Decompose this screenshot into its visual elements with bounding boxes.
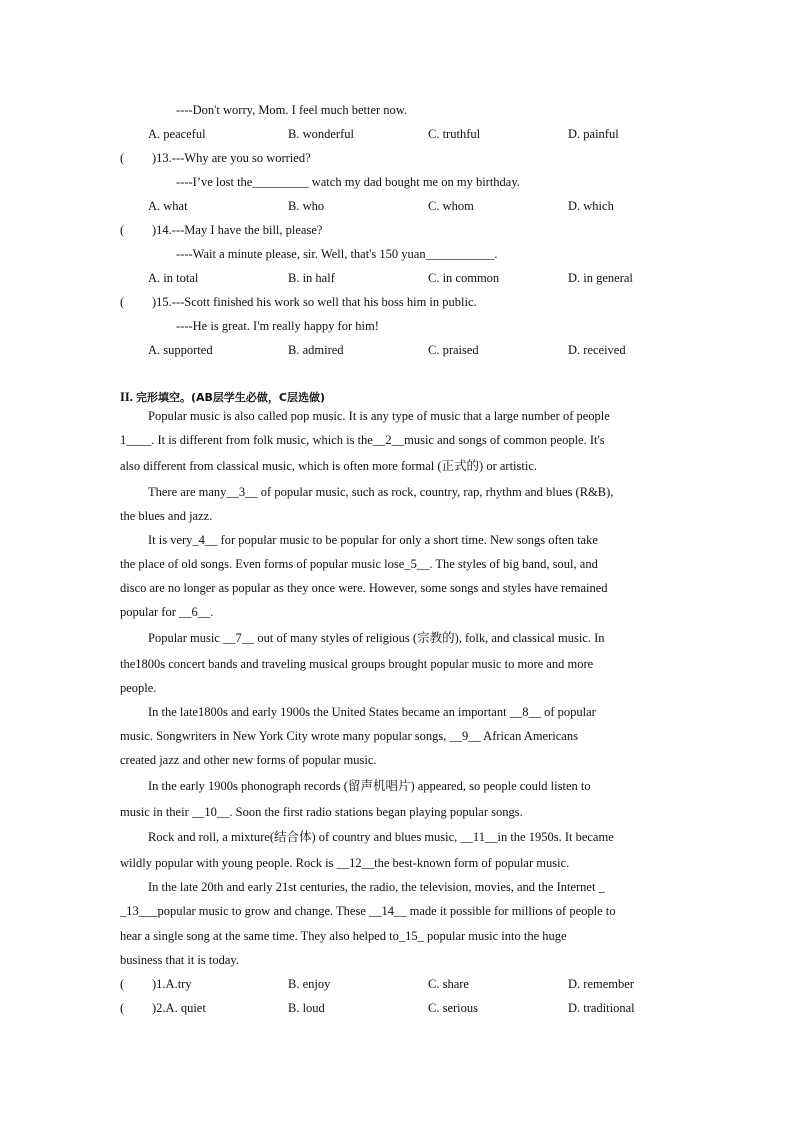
passage-line: the place of old songs. Even forms of popular music lose_5__. The styles of big band, soul, and (120, 557, 598, 571)
answer-paren: ( (120, 151, 125, 165)
q13-number: )13. (152, 151, 172, 165)
section-heading-zh: 完形填空。(AB层学生必做，C层选做) (135, 391, 326, 404)
answer-1-option-d: D. remember (568, 977, 634, 991)
answer-paren: ( (120, 295, 125, 309)
q15-question: ---Scott finished his work so well that his boss him in public. (171, 295, 477, 309)
q13-option-d: D. which (568, 199, 614, 213)
passage-line: In the late 20th and early 21st centuries, the radio, the television, movies, and the Internet _ (148, 880, 605, 894)
q14-number: )14. (152, 223, 172, 237)
answer-paren: ( (120, 977, 125, 991)
q13-prompt-line (120, 150, 311, 166)
passage-line: _13___popular music to grow and change. These __14__ made it possible for millions of people to (120, 904, 616, 918)
q13-reply-line: ----I’ve lost the_________ watch my dad bought me on my birthday. (176, 175, 520, 189)
answer-paren: ( (120, 223, 125, 237)
q14-option-c: C. in common (428, 271, 500, 285)
passage-line: In the early 1900s phonograph records (留声机唱片) appeared, so people could listen to (148, 779, 591, 793)
q14-option-d: D. in general (568, 271, 633, 285)
q13-question: ---Why are you so worried? (171, 151, 311, 165)
q15-option-d: D. received (568, 343, 626, 357)
passage-line: Rock and roll, a mixture(结合体) of country and blues music, __11__in the 1950s. It became (148, 830, 614, 844)
q14-question: ---May I have the bill, please? (171, 223, 323, 237)
q15-option-a: A. supported (148, 343, 213, 357)
answer-row-2 (120, 1000, 206, 1016)
q12-option-d: D. painful (568, 127, 619, 141)
answer-2-option-b: B. loud (288, 1001, 325, 1015)
answer-1-option-c: C. share (428, 977, 469, 991)
passage-line: also different from classical music, which is often more formal (正式的) or artistic. (120, 459, 538, 473)
q13-option-c: C. whom (428, 199, 474, 213)
q15-reply-line: ----He is great. I'm really happy for him! (176, 319, 379, 333)
answer-row-1 (120, 976, 192, 992)
q14-prompt-line (120, 222, 322, 238)
q12-reply-line: ----Don't worry, Mom. I feel much better now. (176, 103, 408, 117)
q12-option-a: A. peaceful (148, 127, 206, 141)
answer-1-number: )1. (152, 977, 166, 991)
q14-option-a: A. in total (148, 271, 199, 285)
passage-line: music in their __10__. Soon the first radio stations began playing popular songs. (120, 805, 523, 819)
passage-line: wildly popular with young people. Rock is __12__the best-known form of popular music. (120, 856, 570, 870)
passage-line: the1800s concert bands and traveling musical groups brought popular music to more and more (120, 657, 594, 671)
passage-line: the blues and jazz. (120, 509, 213, 523)
section-heading (120, 389, 325, 406)
passage-line: hear a single song at the same time. They also helped to_15_ popular music into the huge (120, 929, 567, 943)
passage-line: 1____. It is different from folk music, which is the__2__music and songs of common people. It's (120, 433, 605, 447)
q15-option-c: C. praised (428, 343, 479, 357)
passage-line: In the late1800s and early 1900s the United States became an important __8__ of popular (148, 705, 596, 719)
passage-line: It is very_4__ for popular music to be popular for only a short time. New songs often take (148, 533, 598, 547)
q15-prompt-line (120, 294, 477, 310)
passage-line: popular for __6__. (120, 605, 214, 619)
q15-number: )15. (152, 295, 172, 309)
section-heading-prefix: II. (120, 390, 136, 404)
answer-2-option-c: C. serious (428, 1001, 478, 1015)
passage-line: Popular music __7__ out of many styles of religious (宗教的), folk, and classical music. In (148, 631, 605, 645)
q14-option-b: B. in half (288, 271, 335, 285)
q12-option-b: B. wonderful (288, 127, 354, 141)
passage-line: There are many__3__ of popular music, such as rock, country, rap, rhythm and blues (R&B), (148, 485, 614, 499)
q13-option-b: B. who (288, 199, 325, 213)
answer-1-option-b: B. enjoy (288, 977, 331, 991)
q15-option-b: B. admired (288, 343, 344, 357)
passage-line: disco are no longer as popular as they once were. However, some songs and styles have remained (120, 581, 608, 595)
passage-line: business that it is today. (120, 953, 239, 967)
answer-1-option-a: A.try (165, 977, 192, 991)
q14-reply-line: ----Wait a minute please, sir. Well, that's 150 yuan___________. (176, 247, 498, 261)
passage-line: people. (120, 681, 157, 695)
passage-line: music. Songwriters in New York City wrote many popular songs, __9__ African Americans (120, 729, 578, 743)
passage-line: Popular music is also called pop music. It is any type of music that a large number of people (148, 409, 610, 423)
answer-paren: ( (120, 1001, 125, 1015)
passage-line: created jazz and other new forms of popular music. (120, 753, 377, 767)
answer-2-option-a: A. quiet (165, 1001, 206, 1015)
q13-option-a: A. what (148, 199, 188, 213)
q12-option-c: C. truthful (428, 127, 481, 141)
answer-2-option-d: D. traditional (568, 1001, 635, 1015)
answer-2-number: )2. (152, 1001, 166, 1015)
